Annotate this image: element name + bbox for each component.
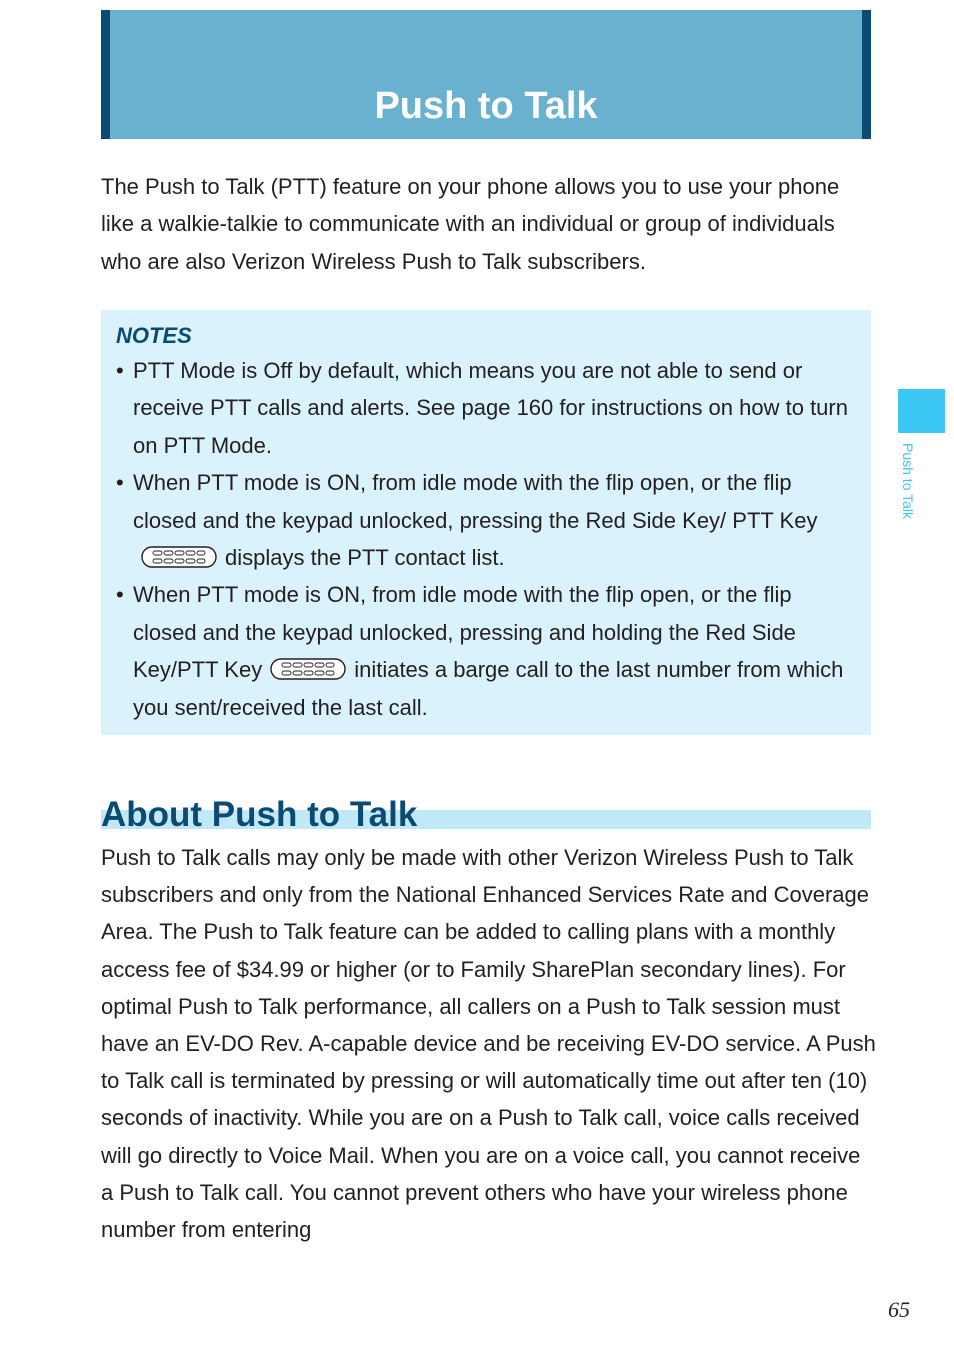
note-text-before-key: When PTT mode is ON, from idle mode with the flip open, or the flip closed and the keypad unlocked, pressing and holding the Red Side Key/PTT Key [133,582,796,683]
intro-paragraph: The Push to Talk (PTT) feature on your phone allows you to use your phone like a walkie-talkie to communicate with an individual or group of individuals who are also Verizon Wireless Push to Talk subscribers. [101,174,840,274]
note-text: PTT Mode is Off by default, which means you are not able to send or receive PTT calls and alerts. See page 160 for instructions on how to turn on PTT Mode. [133,358,848,458]
note-text-before-key: When PTT mode is ON, from idle mode with the flip open, or the flip closed and the keypad unlocked, pressing the Red Side Key/ PTT Key [133,470,818,533]
page-title: Push to Talk [374,85,598,127]
notes-box [101,310,871,735]
title-banner [101,10,871,139]
note-text-after-key: initiates a barge call to the last number from which you sent/received the last call. [133,657,844,720]
page-number: 65 [888,1297,910,1322]
bullet-icon: • [116,358,124,383]
notes-heading: NOTES [116,323,192,348]
note-item-1 [116,352,857,464]
notes-list [116,352,857,726]
note-item-3 [116,576,857,726]
chapter-tab-label: Push to Talk [900,443,916,520]
note-text-after-key: displays the PTT contact list. [225,545,505,571]
chapter-tab [898,389,945,433]
about-paragraph: Push to Talk calls may only be made with other Verizon Wireless Push to Talk subscribers and only from the National Enhanced Services Rate and Coverage Area. The Push to Talk feature can be added to calling plans with a monthly access fee of $34.99 or higher (or to Family SharePlan secondary lines). For optimal Push to Talk performance, all callers on a Push to Talk session must have an EV-DO Rev. A-capable device and be receiving EV-DO service. A Push to Talk call is terminated by pressing or will automatically time out after ten (10) seconds of inactivity. While you are on a Push to Talk call, voice calls received will go directly to Voice Mail. When you are on a voice call, you cannot receive a Push to Talk call. You cannot prevent others who have your wireless phone number from entering [101,845,876,1243]
bullet-icon: • [116,470,124,496]
bullet-icon: • [116,582,124,608]
note-item-2 [116,464,857,576]
about-heading: About Push to Talk [101,795,418,834]
ptt-key-icon [141,546,217,568]
ptt-key-icon [270,658,346,680]
